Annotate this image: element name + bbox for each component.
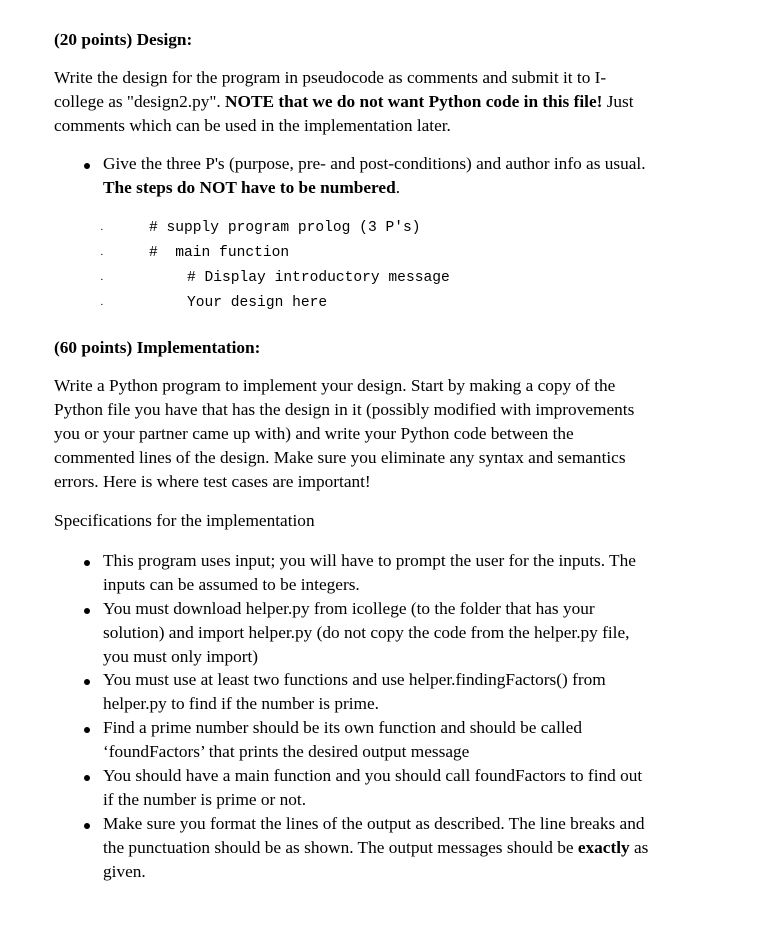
design-para-line-2 (54, 92, 634, 112)
spec-item-5-line-1: You should have a main function and you should call foundFactors to find out (103, 766, 643, 785)
design-heading: (20 points) Design: (54, 30, 193, 49)
spec-item-1-line-1: This program uses input; you will have to prompt the user for the inputs. The (103, 551, 636, 570)
spec-item-4-line-2: ‘foundFactors’ that prints the desired output message (103, 742, 470, 761)
impl-para-line-4: commented lines of the design. Make sure you eliminate any syntax and semantics (54, 448, 626, 467)
design-note-bold: NOTE that we do not want Python code in this file! (225, 92, 603, 111)
bullet-dot-icon (84, 608, 90, 614)
spec-heading: Specifications for the implementation (54, 511, 315, 530)
bullet-dot-icon (84, 560, 90, 566)
code-line-main: # main function (149, 245, 290, 261)
spec-item-2-line-1: You must download helper.py from icollege (to the folder that has your (103, 599, 595, 618)
spec-item-1-line-2: inputs can be assumed to be integers. (103, 575, 360, 594)
bullet-dot-icon (84, 727, 90, 733)
spec-item-5-line-2: if the number is prime or not. (103, 790, 307, 809)
design-bullet-period: . (395, 178, 401, 197)
spec-item-3-line-1: You must use at least two functions and use helper.findingFactors() from (103, 670, 606, 689)
spec-item-6-line-1: Make sure you format the lines of the output as described. The line breaks and (103, 814, 645, 833)
code-tick-mark: · (100, 249, 104, 261)
spec-item-6-text: the punctuation should be as shown. The output messages should be (103, 838, 578, 857)
impl-heading: (60 points) Implementation: (54, 338, 261, 357)
bullet-dot-icon (84, 163, 90, 169)
spec-item-6-text-end: as (629, 838, 649, 857)
design-bullet-line-1: Give the three P's (purpose, pre- and post-conditions) and author info as usual. (103, 154, 646, 173)
bullet-dot-icon (84, 679, 90, 685)
impl-para-line-2: Python file you have that has the design in it (possibly modified with improvements (54, 400, 635, 419)
design-bullet-line-2 (103, 178, 400, 198)
impl-para-line-1: Write a Python program to implement your design. Start by making a copy of the (54, 376, 616, 395)
design-para-text-end: Just (602, 92, 634, 111)
bullet-dot-icon (84, 823, 90, 829)
spec-item-6-line-3: given. (103, 862, 146, 881)
code-tick-mark: · (100, 224, 104, 236)
spec-item-6-line-2 (103, 838, 648, 858)
code-tick-mark: · (100, 274, 104, 286)
spec-item-2-line-2: solution) and import helper.py (do not copy the code from the helper.py file, (103, 623, 630, 642)
exactly-bold: exactly (577, 838, 630, 857)
spec-item-2-line-3: you must only import) (103, 647, 259, 666)
code-line-prolog: # supply program prolog (3 P's) (149, 220, 421, 236)
impl-para-line-5: errors. Here is where test cases are important! (54, 472, 371, 491)
code-line-design: Your design here (187, 295, 328, 311)
code-line-intro: # Display introductory message (187, 270, 450, 286)
design-bullet-bold: The steps do NOT have to be numbered (103, 178, 396, 197)
design-para-text: college as "design2.py". (54, 92, 226, 111)
spec-item-3-line-2: helper.py to find if the number is prime. (103, 694, 379, 713)
bullet-dot-icon (84, 775, 90, 781)
impl-para-line-3: you or your partner came up with) and write your Python code between the (54, 424, 574, 443)
design-para-line-1: Write the design for the program in pseudocode as comments and submit it to I- (54, 68, 607, 87)
design-para-line-3: comments which can be used in the implementation later. (54, 116, 451, 135)
code-tick-mark: · (100, 299, 104, 311)
spec-item-4-line-1: Find a prime number should be its own function and should be called (103, 718, 582, 737)
